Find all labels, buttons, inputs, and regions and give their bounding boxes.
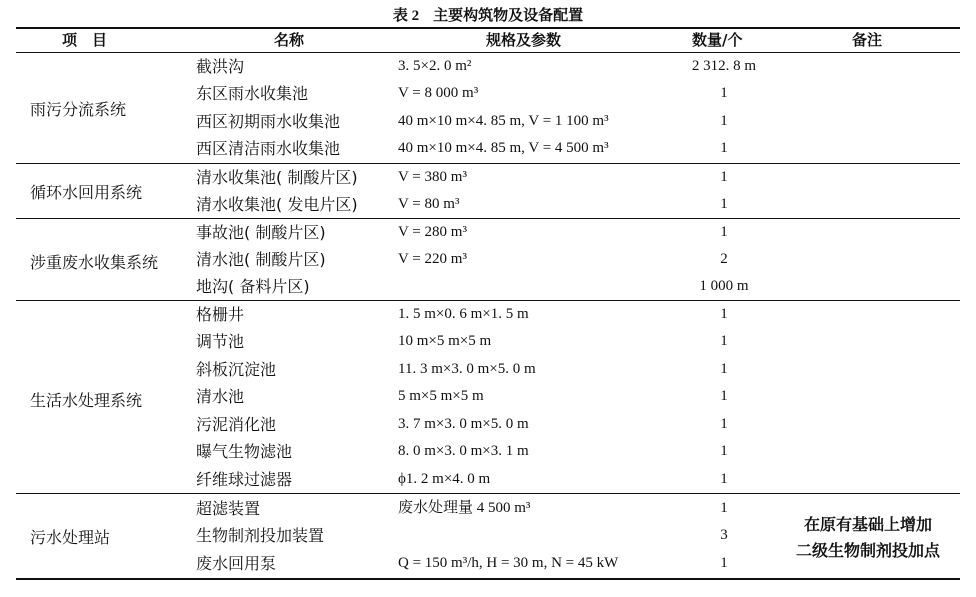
row-spec: 3. 7 m×3. 0 m×5. 0 m [398, 416, 529, 432]
row-qty: 1 000 m [699, 278, 749, 294]
table-row [0, 411, 976, 438]
note-line: 在原有基础上增加 [803, 515, 932, 534]
row-name: 地沟( 备料片区) [196, 277, 310, 296]
row-spec: V = 8 000 m³ [398, 85, 479, 101]
row-spec: 3. 5×2. 0 m² [398, 58, 472, 74]
row-name: 格栅井 [196, 305, 245, 324]
table-row [0, 108, 976, 135]
row-name: 纤维球过滤器 [196, 470, 293, 489]
table-row [0, 273, 976, 300]
table-title: 主要构筑物及设备配置 [433, 6, 584, 24]
row-spec: 40 m×10 m×4. 85 m, V = 1 100 m³ [398, 113, 609, 129]
row-name: 曝气生物滤池 [196, 442, 293, 461]
row-qty: 1 [720, 169, 728, 185]
row-qty: 1 [720, 500, 728, 516]
row-qty: 1 [720, 471, 728, 487]
table-row [0, 80, 976, 107]
table-row [0, 438, 976, 465]
row-qty: 1 [720, 113, 728, 129]
row-spec: 10 m×5 m×5 m [398, 333, 492, 349]
header-item: 项 目 [62, 31, 108, 49]
table-row [0, 53, 976, 80]
row-qty: 1 [720, 361, 728, 377]
table-row [0, 246, 976, 273]
group-divider [16, 493, 960, 494]
row-spec: 11. 3 m×3. 0 m×5. 0 m [398, 361, 536, 377]
row-qty: 1 [720, 555, 728, 571]
row-qty: 1 [720, 306, 728, 322]
header-qty: 数量/个 [692, 31, 743, 49]
row-name: 清水池( 制酸片区) [196, 250, 326, 269]
row-name: 清水池 [196, 387, 245, 406]
table-row [0, 466, 976, 493]
table-row [0, 164, 976, 191]
row-name: 截洪沟 [196, 57, 245, 76]
header-note: 备注 [852, 31, 883, 49]
row-name: 生物制剂投加装置 [196, 526, 325, 545]
row-spec: 40 m×10 m×4. 85 m, V = 4 500 m³ [398, 140, 609, 156]
row-name: 斜板沉淀池 [196, 360, 277, 379]
row-name: 西区清洁雨水收集池 [196, 139, 341, 158]
table-row [0, 135, 976, 162]
row-name: 废水回用泵 [196, 554, 277, 573]
table-row [0, 301, 976, 328]
row-qty: 2 [720, 251, 728, 267]
header-spec: 规格及参数 [486, 31, 562, 49]
group-label: 污水处理站 [30, 528, 111, 547]
row-note [778, 512, 958, 564]
row-spec: V = 80 m³ [398, 196, 460, 212]
row-qty: 1 [720, 333, 728, 349]
row-qty: 3 [720, 527, 728, 543]
table-row [0, 328, 976, 355]
row-spec: 1. 5 m×0. 6 m×1. 5 m [398, 306, 529, 322]
row-qty: 1 [720, 443, 728, 459]
row-qty: 1 [720, 416, 728, 432]
row-name: 事故池( 制酸片区) [196, 223, 326, 242]
row-spec: V = 280 m³ [398, 224, 467, 240]
row-qty: 1 [720, 388, 728, 404]
row-spec: Q = 150 m³/h, H = 30 m, N = 45 kW [398, 555, 619, 571]
row-name: 调节池 [196, 332, 245, 351]
group-label: 涉重废水收集系统 [30, 253, 159, 272]
row-qty: 1 [720, 85, 728, 101]
table-number: 表 2 [392, 8, 420, 24]
row-name: 西区初期雨水收集池 [196, 112, 341, 131]
row-qty: 1 [720, 224, 728, 240]
header-name: 名称 [274, 31, 305, 49]
row-qty: 1 [720, 196, 728, 212]
group-label: 生活水处理系统 [30, 391, 143, 410]
row-qty: 1 [720, 140, 728, 156]
row-spec: 废水处理量 4 500 m³ [398, 500, 531, 516]
row-spec: V = 380 m³ [398, 169, 467, 185]
row-name: 清水收集池( 发电片区) [196, 195, 358, 214]
row-spec: V = 220 m³ [398, 251, 467, 267]
row-qty: 2 312. 8 m [691, 58, 757, 74]
table-row [0, 356, 976, 383]
row-name: 超滤装置 [196, 499, 261, 518]
group-label: 循环水回用系统 [30, 183, 143, 202]
table-caption [0, 4, 976, 26]
bottom-rule [16, 578, 960, 580]
row-spec: ϕ1. 2 m×4. 0 m [398, 471, 491, 487]
row-name: 清水收集池( 制酸片区) [196, 168, 358, 187]
row-spec: 5 m×5 m×5 m [398, 388, 484, 404]
table-row [0, 191, 976, 218]
note-line: 二级生物制剂投加点 [795, 541, 940, 560]
row-spec: 8. 0 m×3. 0 m×3. 1 m [398, 443, 529, 459]
group-label: 雨污分流系统 [30, 100, 127, 119]
table-row [0, 219, 976, 246]
table-row [0, 383, 976, 410]
row-name: 东区雨水收集池 [196, 84, 309, 103]
row-name: 污泥消化池 [196, 415, 277, 434]
